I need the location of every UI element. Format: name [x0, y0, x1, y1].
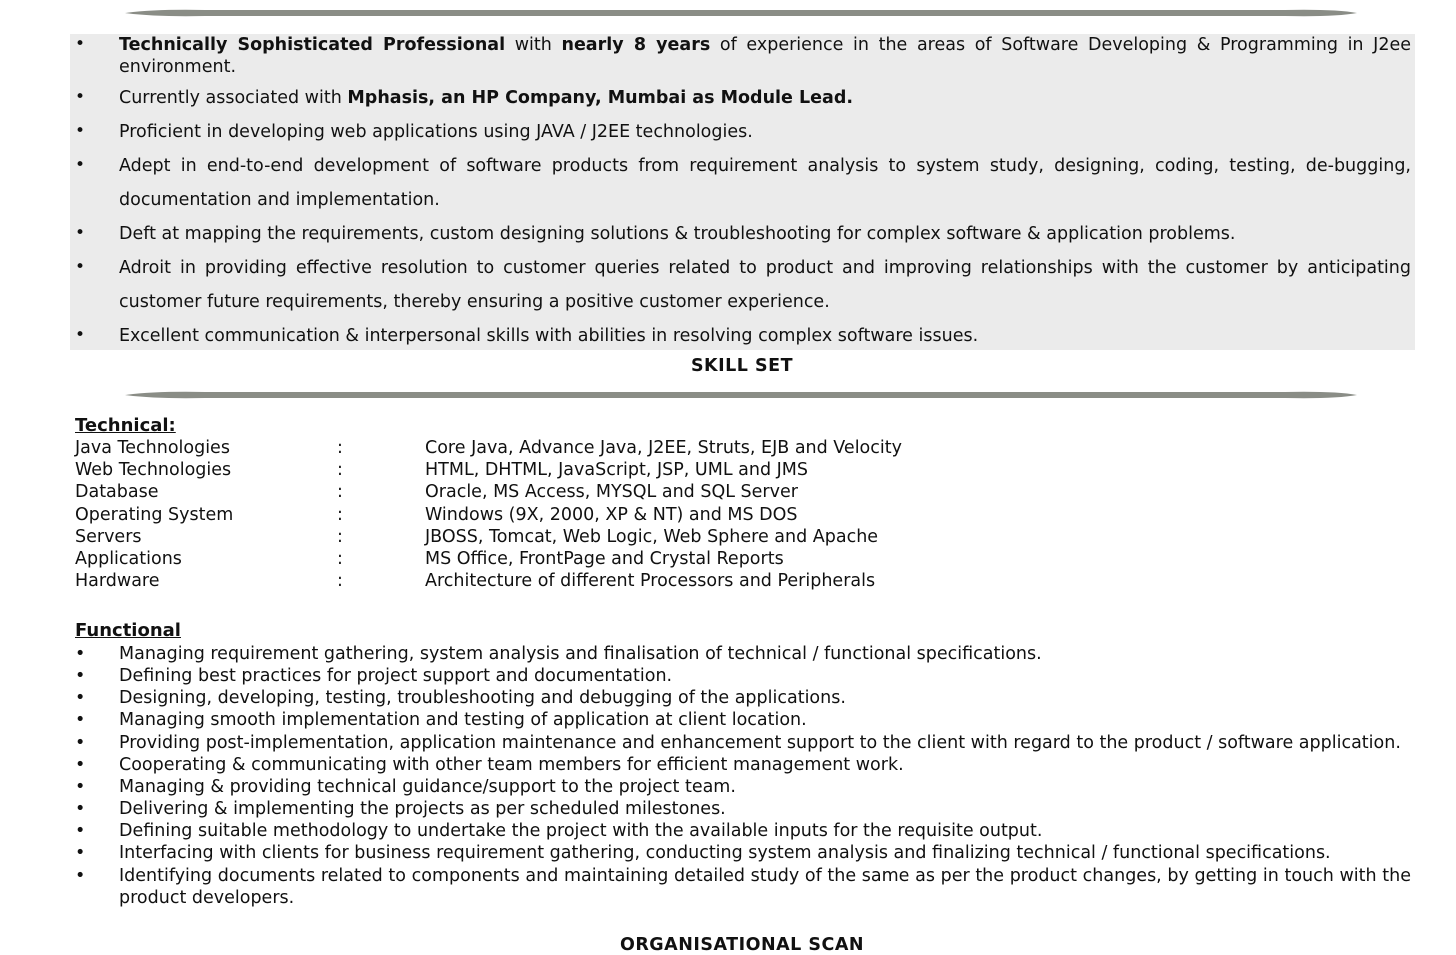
table-row: [75, 459, 1075, 481]
bullet-icon: •: [75, 87, 86, 107]
list-item-text: Interfacing with clients for business requirement gathering, conducting system analysis and finalizing technical / functional specifications.: [119, 843, 1331, 864]
bullet-icon: •: [75, 710, 86, 731]
list-item-text: Managing smooth implementation and testing of application at client location.: [119, 710, 807, 731]
bullet-icon: •: [75, 666, 86, 687]
list-item-text: Designing, developing, testing, troubleshooting and debugging of the applications.: [119, 688, 846, 709]
technical-heading: Technical:: [75, 415, 176, 436]
bullet-icon: •: [75, 644, 86, 664]
summary-text: Currently associated with Mphasis, an HP Company, Mumbai as Module Lead.: [119, 88, 854, 108]
separator: :: [337, 548, 343, 569]
skill-value: Core Java, Advance Java, J2EE, Struts, EJB and Velocity: [425, 438, 902, 458]
bullet-icon: •: [75, 732, 86, 753]
table-row: [75, 526, 1075, 548]
table-row: [75, 504, 1075, 526]
list-item: [70, 798, 1415, 820]
bullet-icon: •: [75, 688, 86, 709]
skill-category: Operating System: [75, 504, 234, 525]
skill-category: Applications: [75, 548, 182, 569]
list-item: [70, 842, 1415, 864]
skill-value: Oracle, MS Access, MYSQL and SQL Server: [425, 482, 798, 503]
skill-category: Web Technologies: [75, 460, 232, 481]
functional-skills-list: [70, 643, 1415, 909]
technical-skills-table: [75, 437, 1075, 592]
separator: :: [337, 504, 343, 525]
list-item: [70, 754, 1415, 776]
list-item: [70, 643, 1415, 665]
bullet-icon: •: [75, 257, 86, 277]
section-divider: [125, 391, 1357, 399]
summary-text: Adept in end-to-end development of software products from requirement analysis to system study, designing, coding, testing, de-bugging, documentation and implementation.: [119, 156, 1411, 210]
bullet-icon: •: [75, 843, 86, 864]
skill-value: HTML, DHTML, JavaScript, JSP, UML and JMS: [425, 460, 808, 481]
functional-heading: Functional: [75, 620, 181, 641]
bullet-icon: •: [75, 799, 86, 820]
list-item: [70, 687, 1415, 709]
section-title-organisational-scan: ORGANISATIONAL SCAN: [619, 935, 865, 955]
list-item: [70, 865, 1415, 909]
top-divider: [125, 9, 1357, 17]
separator: :: [337, 438, 343, 458]
list-item: [70, 820, 1415, 842]
list-item-text: Identifying documents related to components and maintaining detailed study of the same as per the product changes, by getting in touch with the product developers.: [119, 865, 1411, 908]
bullet-icon: •: [75, 155, 86, 175]
list-item-text: Providing post-implementation, application maintenance and enhancement support to the client with regard to the product / software application.: [119, 732, 1401, 753]
skill-value: Architecture of different Processors and Peripherals: [425, 571, 876, 592]
separator: :: [337, 526, 343, 547]
bullet-icon: •: [75, 865, 86, 886]
bullet-icon: •: [75, 776, 86, 797]
list-item-text: Defining best practices for project support and documentation.: [119, 666, 673, 687]
summary-text: Proficient in developing web applications using JAVA / J2EE technologies.: [119, 122, 753, 142]
skill-value: Windows (9X, 2000, XP & NT) and MS DOS: [425, 504, 798, 525]
list-item: [70, 665, 1415, 687]
table-row: [75, 437, 1075, 459]
summary-text: Excellent communication & interpersonal skills with abilities in resolving complex software issues.: [119, 326, 979, 346]
skill-category: Database: [75, 482, 159, 503]
bullet-icon: •: [75, 821, 86, 842]
bullet-icon: •: [75, 121, 86, 141]
list-item-text: Cooperating & communicating with other team members for efficient management work.: [119, 754, 904, 775]
separator: :: [337, 460, 343, 481]
section-title-skill-set: SKILL SET: [690, 356, 794, 376]
summary-text: Adroit in providing effective resolution to customer queries related to product and improving relationships with the customer by anticipating customer future requirements, thereby ensuring a positive customer experience.: [119, 258, 1411, 312]
skill-category: Servers: [75, 526, 142, 547]
list-item-text: Delivering & implementing the projects as per scheduled milestones.: [119, 799, 726, 820]
list-item-text: Managing & providing technical guidance/support to the project team.: [119, 776, 736, 797]
summary-text: Deft at mapping the requirements, custom designing solutions & troubleshooting for complex software & application problems.: [119, 224, 1236, 244]
profile-summary: [70, 34, 1415, 350]
summary-text: Technically Sophisticated Professional with nearly 8 years of experience in the areas of Software Developing & Programming in J2ee environment.: [119, 35, 1411, 77]
skill-value: JBOSS, Tomcat, Web Logic, Web Sphere and Apache: [425, 526, 879, 547]
skill-value: MS Office, FrontPage and Crystal Reports: [425, 548, 784, 569]
bullet-icon: •: [75, 754, 86, 775]
bullet-icon: •: [75, 325, 86, 345]
list-item: [70, 776, 1415, 798]
skill-category: Hardware: [75, 571, 160, 592]
skill-category: Java Technologies: [75, 438, 230, 458]
table-row: [75, 481, 1075, 503]
list-item: [70, 732, 1415, 754]
list-item: [70, 709, 1415, 731]
bullet-icon: •: [75, 34, 86, 54]
bullet-icon: •: [75, 223, 86, 243]
table-row: [75, 548, 1075, 570]
table-row: [75, 570, 1075, 592]
list-item-text: Defining suitable methodology to undertake the project with the available inputs for the requisite output.: [119, 821, 1043, 842]
list-item-text: Managing requirement gathering, system analysis and finalisation of technical / functional specifications.: [119, 644, 1042, 664]
separator: :: [337, 482, 343, 503]
separator: :: [337, 571, 343, 592]
